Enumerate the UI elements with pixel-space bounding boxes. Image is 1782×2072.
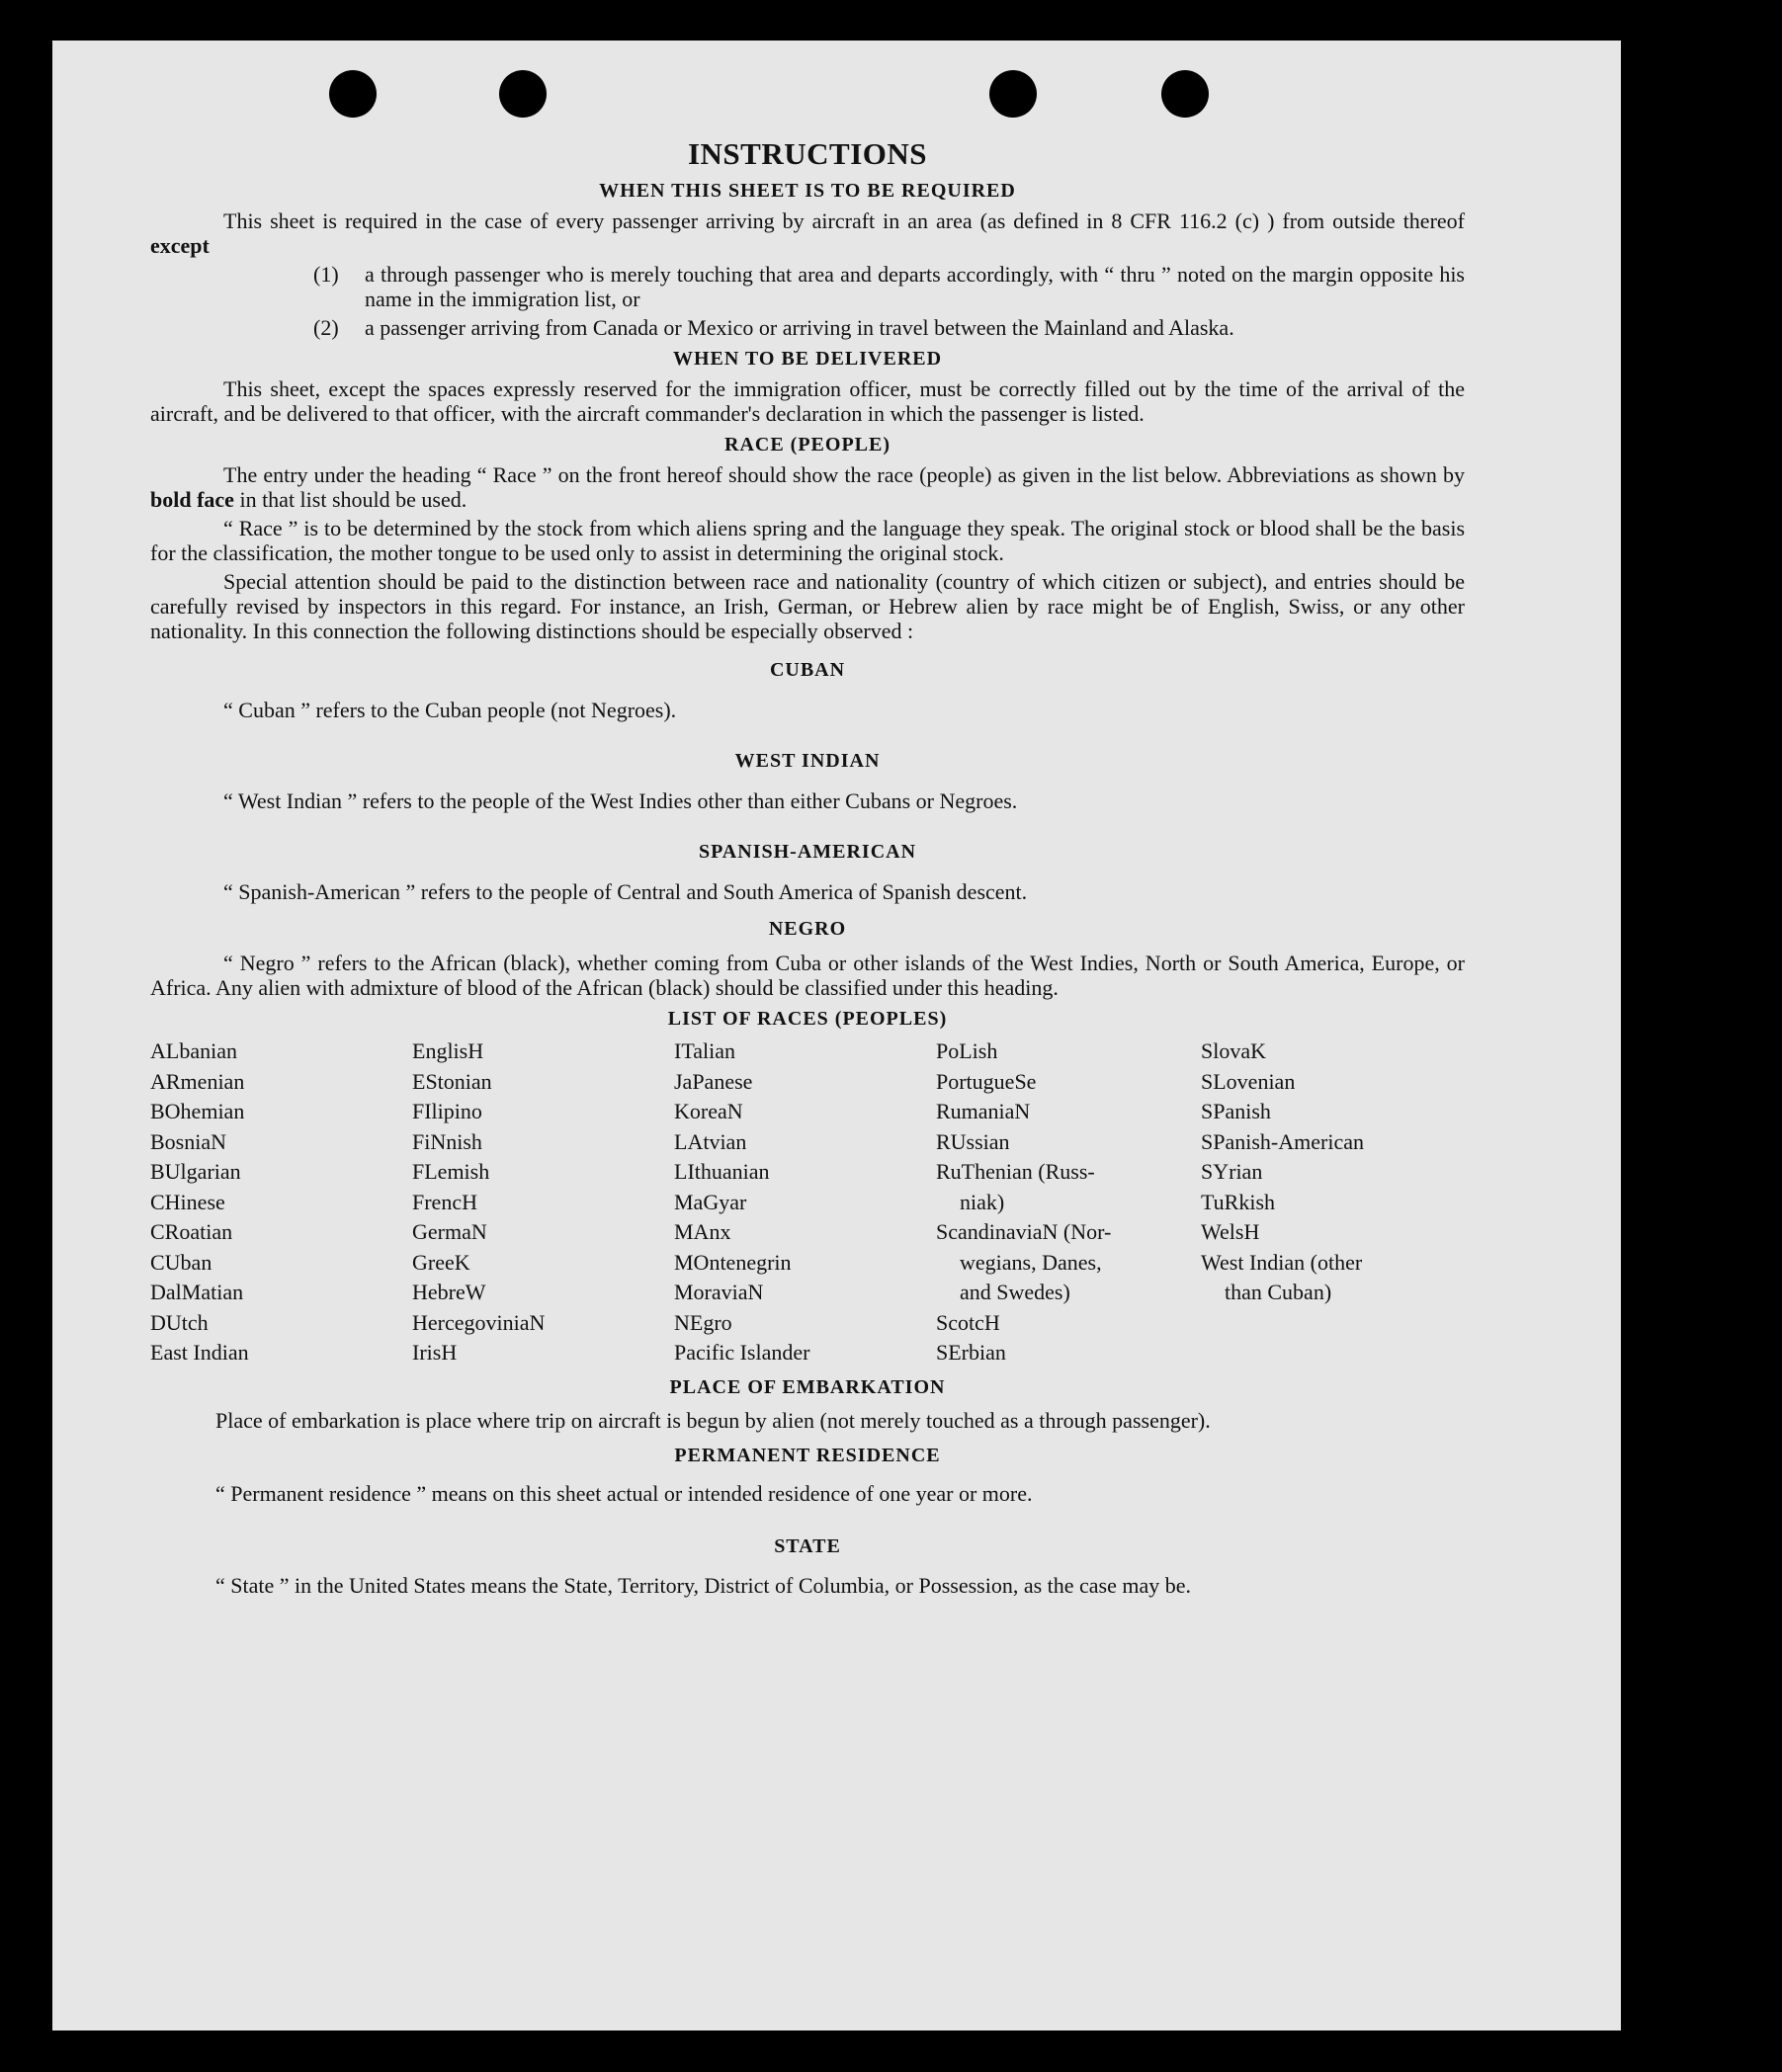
race-entry: SLovenian bbox=[1201, 1068, 1296, 1094]
race-entry: TuRkish bbox=[1201, 1189, 1276, 1214]
heading-when-delivered: WHEN TO BE DELIVERED bbox=[672, 348, 943, 370]
race-entry: PoLish bbox=[936, 1038, 998, 1063]
races-column bbox=[412, 1036, 674, 1368]
race-entry: FIlipino bbox=[412, 1099, 482, 1123]
race-entry: DalMatian bbox=[150, 1280, 244, 1304]
race-entry: Pacific Islander bbox=[674, 1340, 810, 1365]
heading-negro: NEGRO bbox=[768, 918, 847, 940]
race-entry: ITalian bbox=[674, 1038, 735, 1063]
race-entry: SlovaK bbox=[1201, 1038, 1266, 1063]
race-entry: EnglisH bbox=[412, 1038, 484, 1063]
race-entry: ScandinaviaN (Nor- bbox=[936, 1219, 1112, 1244]
race-entry: MaGyar bbox=[674, 1189, 747, 1214]
race-entry: SPanish bbox=[1201, 1099, 1271, 1123]
exception-text: a through passenger who is merely touching that area and departs accordingly, with “ thru ” noted on the margin opposite his name in the immigration list, or bbox=[365, 262, 1465, 311]
race-entry: WelsH bbox=[1201, 1219, 1260, 1244]
heading-west-indian: WEST INDIAN bbox=[734, 750, 881, 772]
race-entry: GreeK bbox=[412, 1249, 470, 1275]
heading-state: STATE bbox=[774, 1534, 841, 1557]
races-column bbox=[936, 1036, 1201, 1368]
heading-spanish-american: SPANISH-AMERICAN bbox=[698, 841, 917, 863]
races-column bbox=[1201, 1036, 1438, 1368]
paragraph-when-delivered: This sheet, except the spaces expressly reserved for the immigration officer, must be correctly filled out by the time of the arrival of the aircraft, and be delivered to that officer, with the aircraft commander's declaration in which the passenger is listed. bbox=[150, 376, 1465, 426]
race-entry: RUssian bbox=[936, 1128, 1010, 1154]
paragraph-when-required bbox=[150, 208, 1465, 258]
page-title: INSTRUCTIONS bbox=[687, 136, 927, 171]
exception-item bbox=[313, 262, 1465, 311]
paragraph-permanent-residence: “ Permanent residence ” means on this sheet actual or intended residence of one year or more. bbox=[215, 1480, 1033, 1506]
exception-number: (2) bbox=[313, 315, 339, 340]
race-entry: CRoatian bbox=[150, 1219, 233, 1244]
paragraph-negro: “ Negro ” refers to the African (black), whether coming from Cuba or other islands of the West Indies, North or South America, Europe, or Africa. Any alien with admixture of blood of the African (black) should be classified under this heading. bbox=[150, 951, 1465, 1000]
heading-permanent-residence: PERMANENT RESIDENCE bbox=[674, 1444, 941, 1466]
paragraph-race-3: Special attention should be paid to the distinction between race and nationality (country of which citizen or subject), and entries should be carefully revised by inspectors in this regard. For instance, an Irish, German, or Hebrew alien by race might be of English, Swiss, or any other nationality. In this connection the following distinctions should be especially observed : bbox=[150, 569, 1465, 643]
punch-hole bbox=[499, 70, 547, 118]
race-entry: SYrian bbox=[1201, 1159, 1263, 1184]
race-entry: RumaniaN bbox=[936, 1099, 1031, 1123]
race-entry: KoreaN bbox=[674, 1099, 743, 1123]
race-entry: and Swedes) bbox=[960, 1280, 1070, 1304]
heading-place-of-embarkation: PLACE OF EMBARKATION bbox=[669, 1375, 946, 1398]
paragraph-place-of-embarkation: Place of embarkation is place where trip on aircraft is begun by alien (not merely touched as a through passenger). bbox=[215, 1407, 1211, 1433]
race-entry: FLemish bbox=[412, 1159, 490, 1184]
race-entry: niak) bbox=[960, 1189, 1005, 1214]
when-required-text: This sheet is required in the case of every passenger arriving by aircraft in an area (as defined in 8 CFR 116.2 (c) ) from outside thereof bbox=[223, 208, 1465, 233]
heading-cuban: CUBAN bbox=[769, 659, 846, 681]
race-entry: GermaN bbox=[412, 1219, 487, 1244]
race-entry: MOntenegrin bbox=[674, 1249, 792, 1275]
races-column bbox=[674, 1036, 936, 1368]
race-entry: CUban bbox=[150, 1249, 212, 1275]
race-entry: MoraviaN bbox=[674, 1280, 764, 1304]
punch-hole bbox=[1161, 70, 1209, 118]
race-entry: ALbanian bbox=[150, 1038, 237, 1063]
paragraph-spanish-american: “ Spanish-American ” refers to the people of Central and South America of Spanish descent. bbox=[223, 879, 1028, 904]
exception-text: a passenger arriving from Canada or Mexico or arriving in travel between the Mainland and Alaska. bbox=[365, 315, 1234, 340]
paragraph-west-indian: “ West Indian ” refers to the people of the West Indies other than either Cubans or Negroes. bbox=[223, 788, 1018, 813]
when-required-except: except bbox=[150, 233, 210, 258]
race-entry: SPanish-American bbox=[1201, 1128, 1364, 1154]
race-entry: HebreW bbox=[412, 1280, 486, 1304]
race-entry: FrencH bbox=[412, 1189, 477, 1214]
race-entry: BosniaN bbox=[150, 1128, 226, 1154]
race-entry: NEgro bbox=[674, 1309, 732, 1335]
paragraph-state: “ State ” in the United States means the State, Territory, District of Columbia, or Possession, as the case may be. bbox=[215, 1572, 1192, 1598]
race-entry: LAtvian bbox=[674, 1128, 747, 1154]
punch-hole bbox=[989, 70, 1037, 118]
race-entry: IrisH bbox=[412, 1340, 458, 1365]
races-column bbox=[150, 1036, 412, 1368]
heading-when-required: WHEN THIS SHEET IS TO BE REQUIRED bbox=[599, 180, 1016, 202]
race-entry: HercegoviniaN bbox=[412, 1309, 546, 1335]
race-entry: LIthuanian bbox=[674, 1159, 770, 1184]
race-entry: BUlgarian bbox=[150, 1159, 241, 1184]
paragraph-race-2: “ Race ” is to be determined by the stock from which aliens spring and the language they speak. The original stock or blood shall be the basis for the classification, the mother tongue to be used only to assist in determining the original stock. bbox=[150, 516, 1465, 565]
instructions-body bbox=[150, 136, 1465, 1606]
race-entry: MAnx bbox=[674, 1219, 731, 1244]
race-entry: DUtch bbox=[150, 1309, 209, 1335]
race-entry: ARmenian bbox=[150, 1068, 245, 1094]
race-entry: West Indian (other bbox=[1201, 1249, 1363, 1275]
exception-number: (1) bbox=[313, 262, 339, 287]
heading-race: RACE (PEOPLE) bbox=[724, 434, 891, 456]
race-entry: JaPanese bbox=[674, 1068, 753, 1094]
race-entry: RuThenian (Russ- bbox=[936, 1159, 1095, 1184]
races-list bbox=[150, 1036, 1465, 1368]
race-entry: wegians, Danes, bbox=[960, 1249, 1102, 1275]
paragraph-race-1 bbox=[150, 462, 1465, 512]
race-p1-end: in that list should be used. bbox=[239, 487, 467, 512]
race-p1-start: The entry under the heading “ Race ” on the front hereof should show the race (people) as given in the list below. Abbreviations as shown by bbox=[223, 462, 1465, 487]
race-entry: EStonian bbox=[412, 1068, 492, 1094]
race-p1-bold: bold face bbox=[150, 487, 234, 512]
exception-item bbox=[313, 315, 1465, 340]
heading-list-of-races: LIST OF RACES (PEOPLES) bbox=[667, 1008, 948, 1030]
race-entry: than Cuban) bbox=[1225, 1280, 1332, 1304]
race-entry: ScotcH bbox=[936, 1309, 1000, 1335]
race-entry: SErbian bbox=[936, 1340, 1006, 1365]
punch-hole bbox=[329, 70, 377, 118]
race-entry: PortugueSe bbox=[936, 1068, 1037, 1094]
race-entry: BOhemian bbox=[150, 1099, 245, 1123]
race-entry: FiNnish bbox=[412, 1128, 482, 1154]
paragraph-cuban: “ Cuban ” refers to the Cuban people (not Negroes). bbox=[223, 698, 677, 722]
race-entry: East Indian bbox=[150, 1340, 249, 1365]
race-entry: CHinese bbox=[150, 1189, 225, 1214]
